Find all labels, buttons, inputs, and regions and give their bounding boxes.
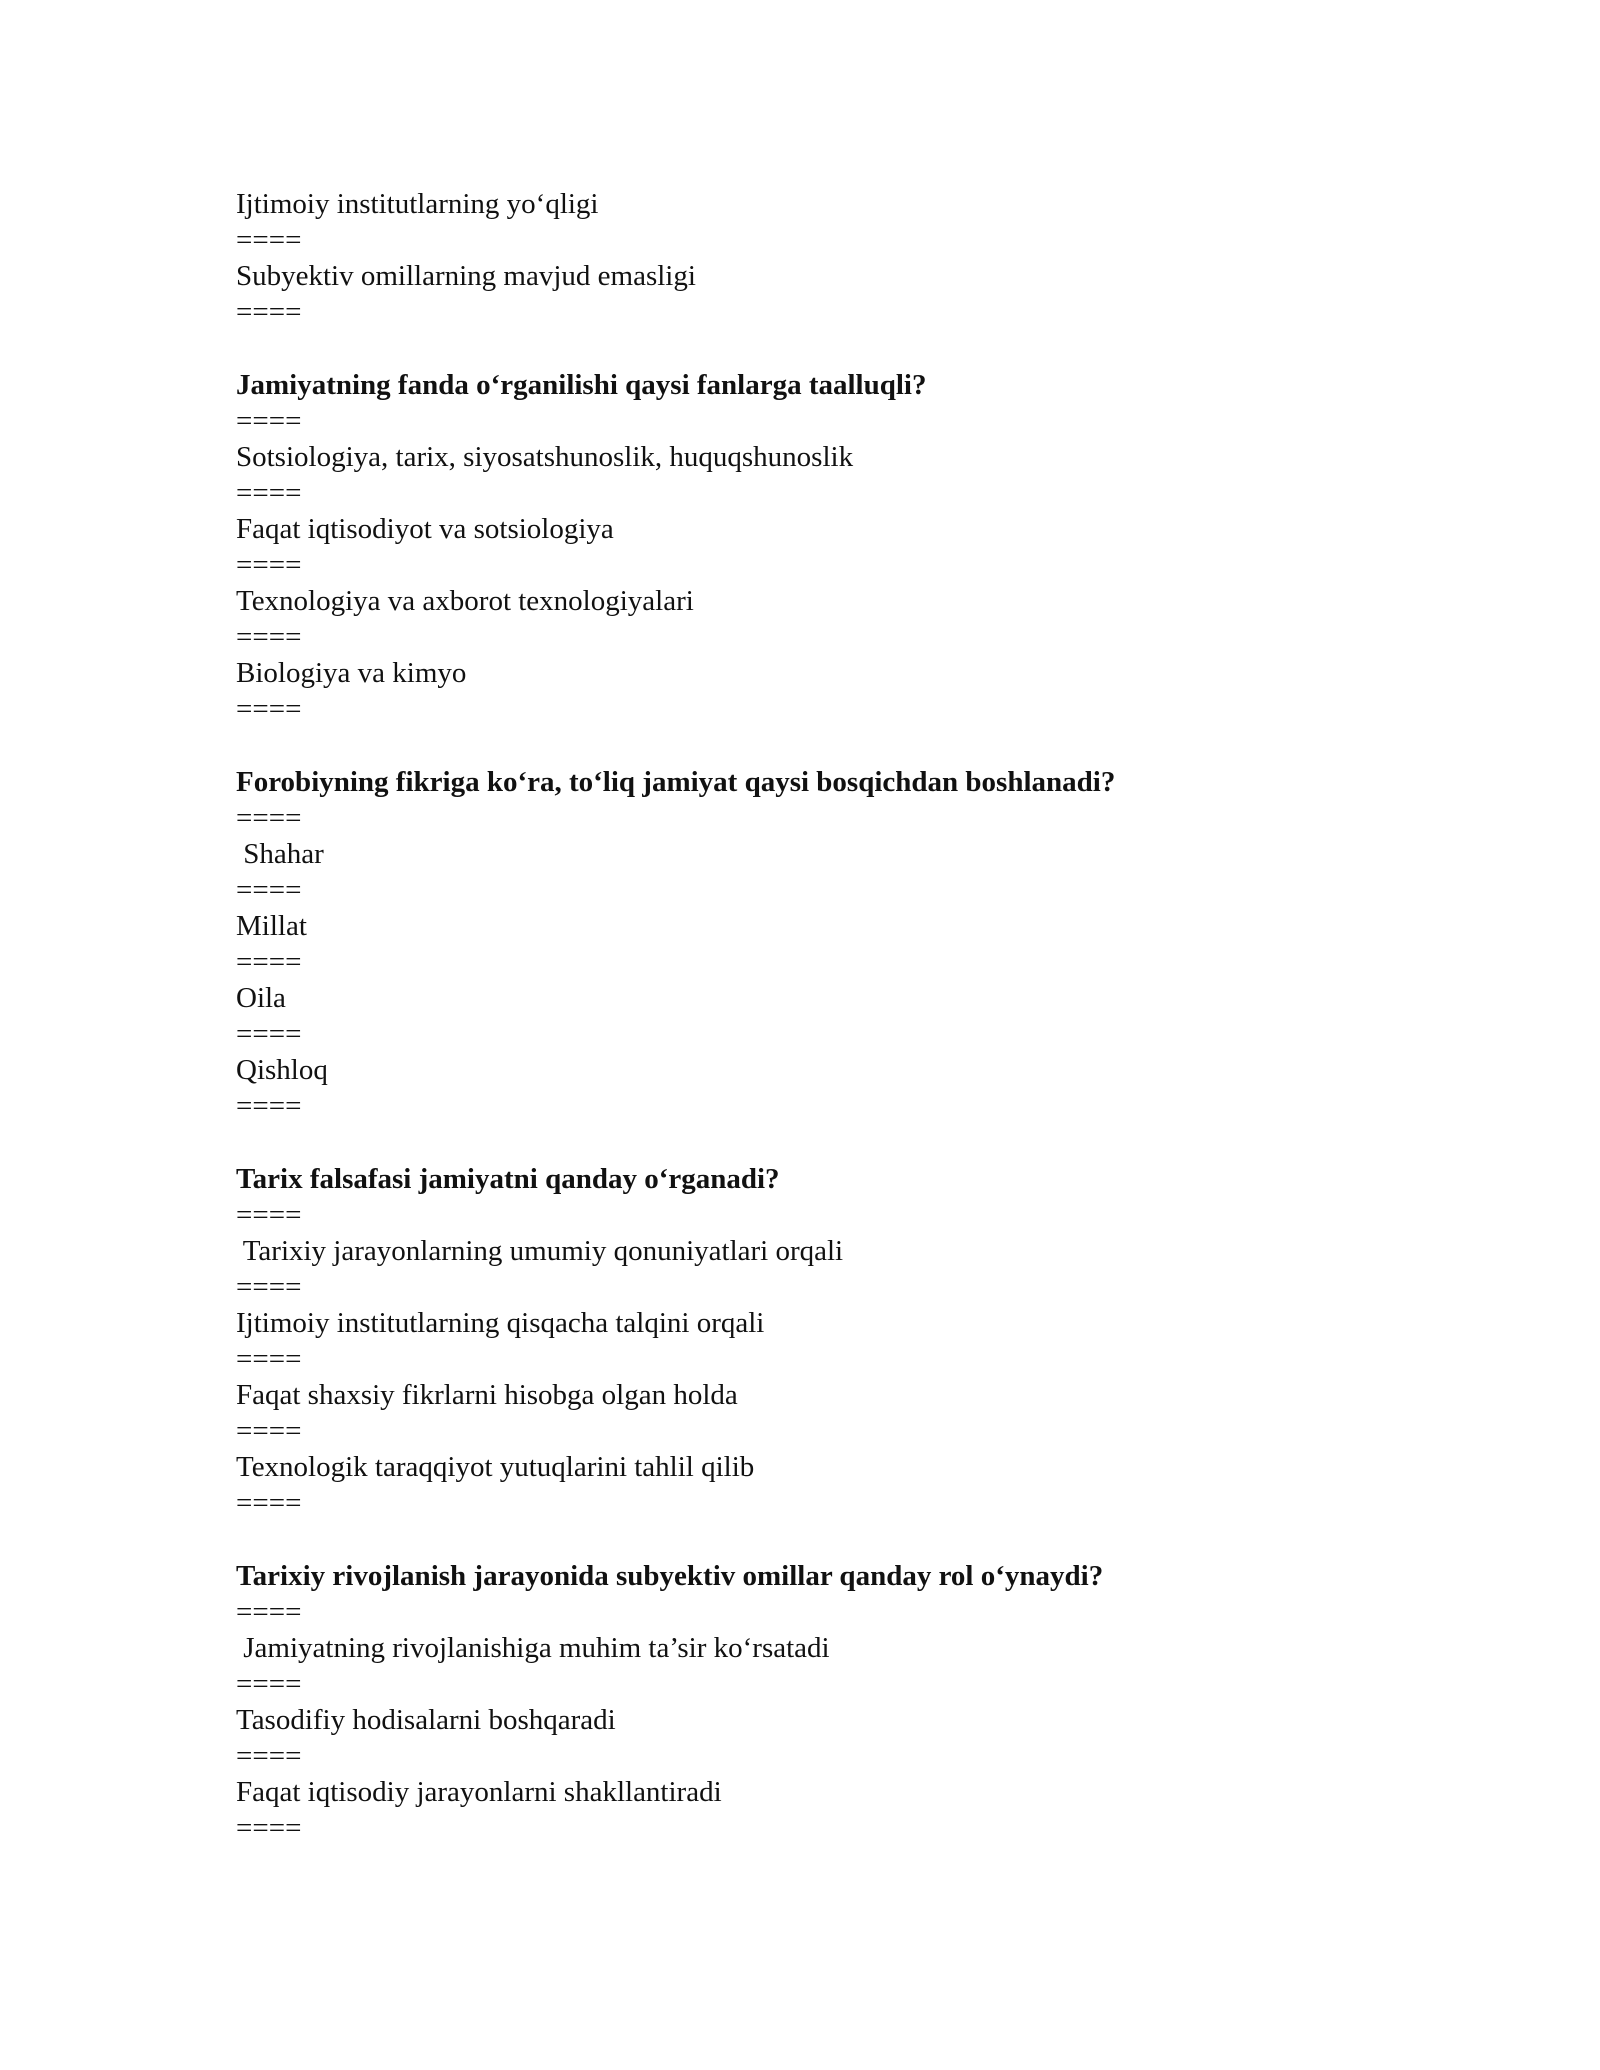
answer-option: Ijtimoiy institutlarning qisqacha talqini orqali — [236, 1307, 765, 1339]
separator: ==== — [236, 874, 302, 906]
separator: ==== — [236, 1812, 302, 1844]
question-block — [236, 186, 1416, 330]
separator: ==== — [236, 1090, 302, 1122]
separator: ==== — [236, 296, 302, 328]
separator: ==== — [236, 477, 302, 509]
separator: ==== — [236, 1271, 302, 1303]
question-text: Tarixiy rivojlanish jarayonida subyektiv omillar qanday rol o‘ynaydi? — [236, 1560, 1104, 1592]
answer-option: Sotsiologiya, tarix, siyosatshunoslik, huquqshunoslik — [236, 441, 854, 473]
answer-option: Faqat iqtisodiyot va sotsiologiya — [236, 513, 614, 545]
question-block — [236, 764, 1416, 1124]
answer-option: Qishloq — [236, 1054, 328, 1086]
document-page — [236, 186, 1416, 1846]
separator: ==== — [236, 1487, 302, 1519]
separator: ==== — [236, 1415, 302, 1447]
separator: ==== — [236, 405, 302, 437]
separator: ==== — [236, 1199, 302, 1231]
separator: ==== — [236, 549, 302, 581]
answer-option: Faqat shaxsiy fikrlarni hisobga olgan holda — [236, 1379, 738, 1411]
separator: ==== — [236, 802, 302, 834]
separator: ==== — [236, 693, 302, 725]
answer-option: Texnologiya va axborot texnologiyalari — [236, 585, 694, 617]
separator: ==== — [236, 224, 302, 256]
separator: ==== — [236, 1018, 302, 1050]
question-text: Tarix falsafasi jamiyatni qanday o‘rganadi? — [236, 1163, 780, 1195]
separator: ==== — [236, 1596, 302, 1628]
question-text: Forobiyning fikriga ko‘ra, to‘liq jamiyat qaysi bosqichdan boshlanadi? — [236, 766, 1116, 798]
separator: ==== — [236, 1668, 302, 1700]
answer-option: Oila — [236, 982, 286, 1014]
answer-option: Subyektiv omillarning mavjud emasligi — [236, 260, 696, 292]
separator: ==== — [236, 1740, 302, 1772]
answer-option: Ijtimoiy institutlarning yo‘qligi — [236, 188, 599, 220]
question-block — [236, 1161, 1416, 1521]
answer-option: Texnologik taraqqiyot yutuqlarini tahlil qilib — [236, 1451, 755, 1483]
question-block — [236, 1558, 1416, 1846]
question-block — [236, 367, 1416, 727]
answer-option: Jamiyatning rivojlanishiga muhim ta’sir ko‘rsatadi — [236, 1632, 830, 1664]
separator: ==== — [236, 946, 302, 978]
question-text: Jamiyatning fanda o‘rganilishi qaysi fanlarga taalluqli? — [236, 369, 927, 401]
answer-option: Tarixiy jarayonlarning umumiy qonuniyatlari orqali — [236, 1235, 844, 1267]
answer-option: Millat — [236, 910, 307, 942]
answer-option: Faqat iqtisodiy jarayonlarni shakllantiradi — [236, 1776, 722, 1808]
separator: ==== — [236, 1343, 302, 1375]
answer-option: Biologiya va kimyo — [236, 657, 467, 689]
answer-option: Tasodifiy hodisalarni boshqaradi — [236, 1704, 616, 1736]
separator: ==== — [236, 621, 302, 653]
answer-option: Shahar — [236, 838, 324, 870]
